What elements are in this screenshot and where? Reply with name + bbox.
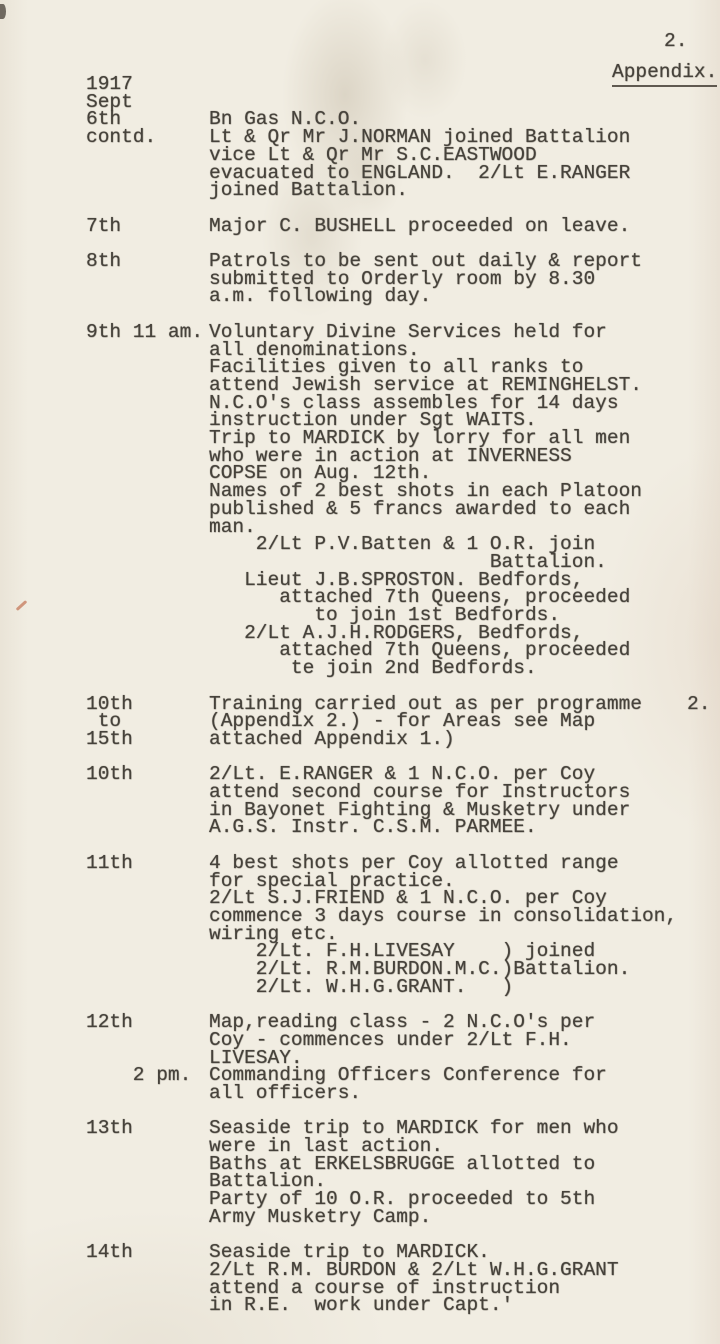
entry-text: Trip to MARDICK by lorry for all men <box>209 427 631 450</box>
entry-text: COPSE on Aug. 12th. <box>209 462 432 485</box>
diary-entries <box>86 73 711 1333</box>
date-cell <box>86 448 209 466</box>
date-cell: 12th <box>86 1011 133 1034</box>
entry-text: Names of 2 best shots in each Platoon <box>209 480 642 503</box>
diary-row <box>86 727 706 750</box>
date-cell <box>86 519 209 537</box>
diary-row <box>86 904 706 927</box>
date-cell: 10th <box>86 692 133 715</box>
diary-entry <box>86 320 706 680</box>
entry-text: Battalion. <box>209 550 607 573</box>
entry-text: 2/Lt A.J.H.RODGERS, Bedfords, <box>209 621 584 644</box>
diary-row <box>86 1205 706 1228</box>
date-cell <box>86 377 209 395</box>
date-cell <box>86 961 209 979</box>
diary-entry <box>86 250 706 308</box>
date-cell <box>86 165 209 183</box>
entry-text: in Bayonet Fighting & Musketry under <box>209 798 631 821</box>
entry-text: attend a course of instruction <box>209 1276 561 1299</box>
margin-note: 2. <box>687 692 711 715</box>
date-cell <box>86 1173 209 1191</box>
entry-text: Lieut J.B.SPROSTON. Bedfords, <box>209 568 584 591</box>
entry-text: man. <box>209 515 256 538</box>
entry-text: Map,reading class - 2 N.C.O's per <box>209 1011 596 1034</box>
entry-text: Army Musketry Camp. <box>209 1205 432 1228</box>
diary-row <box>86 285 706 308</box>
date-cell <box>86 572 209 590</box>
date-cell: 11th <box>86 851 133 874</box>
appendix-heading: Appendix. <box>612 64 717 87</box>
entry-text: joined Battalion. <box>209 179 408 202</box>
date-cell <box>86 483 209 501</box>
entry-text: for special practice. <box>209 869 455 892</box>
entry-text: Baths at ERKELSBRUGGE allotted to <box>209 1152 596 1175</box>
date-cell <box>86 1156 209 1174</box>
date-cell <box>86 465 209 483</box>
date-cell: Sept <box>86 90 133 113</box>
entry-text: wiring etc. <box>209 922 338 945</box>
date-cell: 10th <box>86 763 133 786</box>
entry-text: Lt & Qr Mr J.NORMAN joined Battalion <box>209 126 631 149</box>
entry-text: LIVESAY. <box>209 1046 303 1069</box>
date-cell <box>86 908 209 926</box>
entry-text: attend second course for Instructors <box>209 781 631 804</box>
entry-text: Patrols to be sent out daily & report <box>209 250 642 272</box>
date-cell: 9th 11 am. <box>86 320 204 343</box>
diary-row <box>86 1064 706 1087</box>
diary-row <box>86 179 706 202</box>
entry-text: te join 2nd Bedfords. <box>209 657 537 680</box>
date-cell: 14th <box>86 1241 133 1264</box>
date-cell <box>86 890 209 908</box>
entry-text: to join 1st Bedfords. <box>209 604 561 627</box>
date-cell <box>86 395 209 413</box>
date-cell <box>86 642 209 660</box>
date-cell: contd. <box>86 126 157 149</box>
entry-text: A.G.S. Instr. C.S.M. PARMEE. <box>209 816 537 839</box>
date-cell <box>86 1262 209 1280</box>
date-cell <box>86 926 209 944</box>
entry-text: 4 best shots per Coy allotted range <box>209 851 619 874</box>
entry-text: evacuated to ENGLAND. 2/Lt E.RANGER <box>209 161 631 184</box>
diary-row <box>86 1152 706 1175</box>
date-cell <box>86 342 209 360</box>
date-cell <box>86 589 209 607</box>
diary-entry <box>86 763 706 839</box>
date-cell <box>86 430 209 448</box>
entry-text: a.m. following day. <box>209 285 432 308</box>
entry-text: 2/Lt. R.M.BURDON.M.C.)Battalion. <box>209 958 631 981</box>
date-cell: 13th <box>86 1117 133 1140</box>
date-cell <box>86 412 209 430</box>
page-number: 2. <box>664 30 688 52</box>
date-cell <box>86 1209 209 1227</box>
diary-entry <box>86 1011 706 1104</box>
entry-text: attached 7th Queens, proceeded <box>209 639 631 662</box>
date-cell <box>86 1085 209 1103</box>
diary-entry <box>86 1117 706 1228</box>
entry-text: Battalion. <box>209 1170 327 1193</box>
entry-text: 2/Lt P.V.Batten & 1 O.R. join <box>209 533 596 556</box>
entry-text: instruction under Sgt WAITS. <box>209 409 537 432</box>
entry-text: 2/Lt R.M. BURDON & 2/Lt W.H.G.GRANT <box>209 1258 619 1281</box>
entry-text: commence 3 days course in consolidation, <box>209 904 678 927</box>
entry-text: Seaside trip to MARDICK for men who <box>209 1117 619 1140</box>
date-cell: 6th <box>86 108 122 131</box>
date-cell: 15th <box>86 727 133 750</box>
date-cell <box>86 147 209 165</box>
red-pencil-mark <box>16 600 28 611</box>
date-cell <box>86 979 209 997</box>
entry-text: N.C.O's class assembles for 14 days <box>209 391 619 414</box>
diary-row <box>86 90 706 113</box>
date-cell <box>86 802 209 820</box>
entry-text: Facilities given to all ranks to <box>209 356 584 379</box>
entry-text: published & 5 francs awarded to each <box>209 497 631 520</box>
date-cell <box>86 607 209 625</box>
entry-text: Voluntary Divine Services held for <box>209 320 607 343</box>
date-cell <box>86 819 209 837</box>
diary-row <box>86 1028 706 1051</box>
date-cell: 7th <box>86 214 122 237</box>
date-cell <box>86 536 209 554</box>
entry-text: in R.E. work under Capt.' <box>209 1294 514 1317</box>
date-cell: 8th <box>86 250 122 272</box>
entry-text: all officers. <box>209 1081 362 1104</box>
date-cell <box>86 784 209 802</box>
date-cell: 2 pm. <box>86 1064 192 1087</box>
entry-text: (Appendix 2.) - for Areas see Map <box>209 710 596 733</box>
date-cell <box>86 873 209 891</box>
date-cell <box>86 271 209 289</box>
entry-text: 2/Lt. W.H.G.GRANT. ) <box>209 975 514 998</box>
date-cell <box>86 554 209 572</box>
diary-entry <box>86 214 706 237</box>
date-cell <box>86 182 209 200</box>
entry-text: Commanding Officers Conference for <box>209 1064 607 1087</box>
date-cell <box>86 1280 209 1298</box>
date-cell <box>86 288 209 306</box>
diary-entry <box>86 73 706 202</box>
date-cell <box>86 359 209 377</box>
diary-row <box>86 1081 706 1104</box>
entry-text: Training carried out as per programme <box>209 692 642 715</box>
date-cell <box>86 943 209 961</box>
entry-text: Party of 10 O.R. proceeded to 5th <box>209 1188 596 1211</box>
entry-text: all denominations. <box>209 338 420 361</box>
date-cell <box>86 625 209 643</box>
entry-text: 2/Lt. F.H.LIVESAY ) joined <box>209 940 596 963</box>
diary-row <box>86 657 706 680</box>
date-cell: 1917 <box>86 73 133 95</box>
date-cell <box>86 1032 209 1050</box>
entry-text: attached 7th Queens, proceeded <box>209 586 631 609</box>
diary-row <box>86 975 706 998</box>
date-cell <box>86 1191 209 1209</box>
entry-text: attend Jewish service at REMINGHELST. <box>209 373 642 396</box>
diary-row <box>86 73 706 95</box>
entry-text: attached Appendix 1.) <box>209 727 455 750</box>
entry-text: were in last action. <box>209 1135 444 1158</box>
diary-row <box>86 497 706 520</box>
entry-text: Coy - commences under 2/Lt F.H. <box>209 1028 572 1051</box>
entry-text: vice Lt & Qr Mr S.C.EASTWOOD <box>209 143 537 166</box>
entry-text: Major C. BUSHELL proceeded on leave. <box>209 214 631 237</box>
diary-row <box>86 816 706 839</box>
date-cell: to <box>86 710 122 733</box>
paper-speck <box>0 4 6 19</box>
diary-row <box>86 214 706 237</box>
diary-entry <box>86 1241 706 1317</box>
date-cell <box>86 1297 209 1315</box>
entry-text: 2/Lt. E.RANGER & 1 N.C.O. per Coy <box>209 763 596 786</box>
entry-text: submitted to Orderly room by 8.30 <box>209 267 596 290</box>
date-cell <box>86 1138 209 1156</box>
diary-entry <box>86 851 706 998</box>
entry-text: Seaside trip to MARDICK. <box>209 1241 490 1264</box>
diary-entry <box>86 692 711 750</box>
date-cell <box>86 501 209 519</box>
entry-text: 2/Lt S.J.FRIEND & 1 N.C.O. per Coy <box>209 887 607 910</box>
date-cell <box>86 660 209 678</box>
entry-text: who were in action at INVERNESS <box>209 444 572 467</box>
diary-row <box>86 1294 706 1317</box>
entry-text: Bn Gas N.C.O. <box>209 108 362 131</box>
